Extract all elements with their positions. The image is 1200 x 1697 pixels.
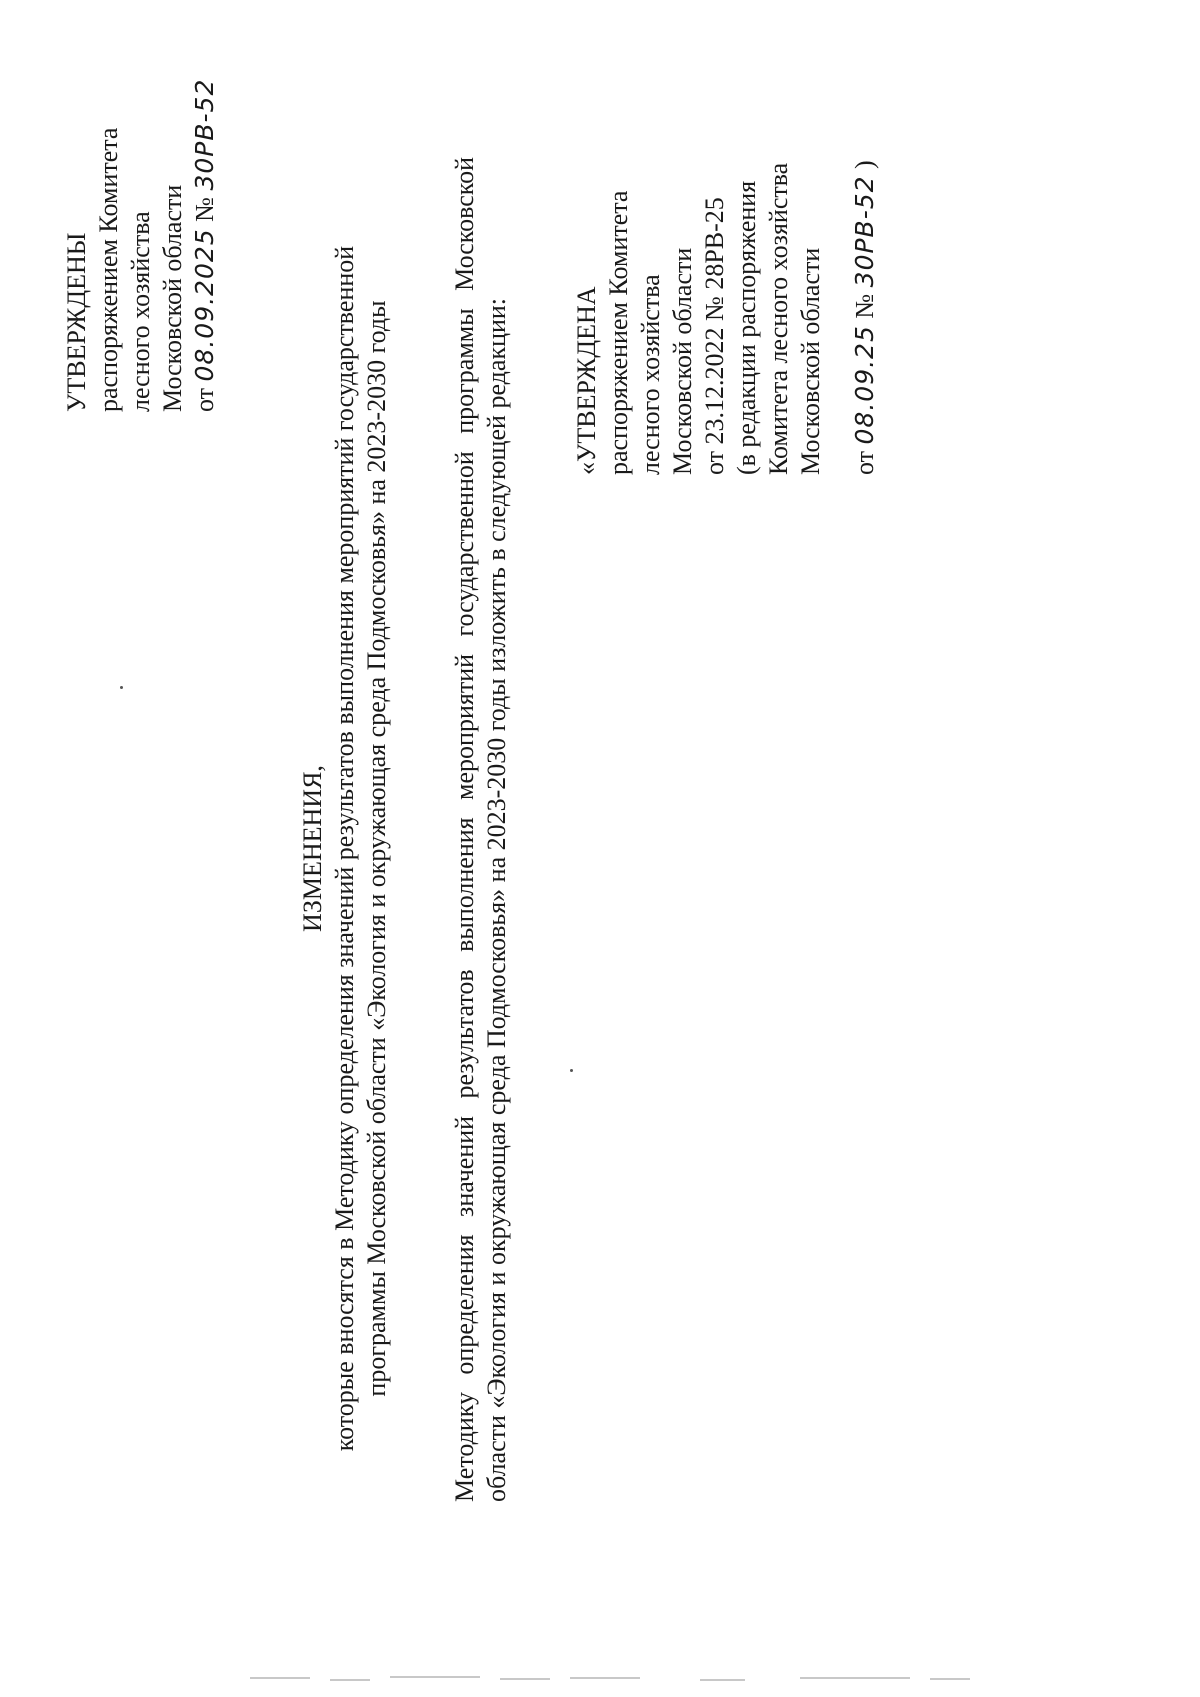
handwritten-number: 30РВ-52 <box>850 175 879 288</box>
scan-speck <box>120 686 123 689</box>
approval-line: лесного хозяйства <box>636 274 665 475</box>
approval-line: распоряжением Комитета <box>94 127 123 412</box>
scan-noise-strip <box>0 1657 1200 1697</box>
document-subtitle-line: программы Московской области «Экология и окружающая среда Подмосковья» на 2023-2030 годы <box>362 300 391 1397</box>
approval-date-line <box>850 160 880 475</box>
scan-speck <box>570 1069 573 1072</box>
approval-line: лесного хозяйства <box>126 211 155 412</box>
approval-line: Московской области <box>796 247 825 475</box>
date-prefix: от <box>190 387 219 412</box>
approval-line: распоряжением Комитета <box>604 190 633 475</box>
handwritten-date: 08.09.2025 <box>190 228 219 382</box>
approval-date-line <box>190 79 220 412</box>
approval-title: УТВЕРЖДЕНЫ <box>62 232 91 412</box>
number-label: № <box>190 197 219 222</box>
document-title: ИЗМЕНЕНИЯ, <box>298 765 327 932</box>
handwritten-number: 30РВ-52 <box>190 78 219 191</box>
date-prefix: от <box>850 450 879 475</box>
approval-line: Комитета лесного хозяйства <box>764 162 793 475</box>
body-paragraph-line: области «Экология и окружающая среда Подмосковья» на 2023-2030 годы изложить в следующей редакции: <box>482 297 511 1502</box>
approval-line: Московской области <box>668 247 697 475</box>
approval-line: от 23.12.2022 № 28РВ-25 <box>700 197 729 475</box>
closing-parenthesis: ) <box>850 160 879 169</box>
approval-title: «УТВЕРЖДЕНА <box>572 286 601 475</box>
document-subtitle-line: которые вносятся в Методику определения значений результатов выполнения мероприятий государственной <box>330 245 359 1452</box>
approval-line: (в редакции распоряжения <box>732 180 761 475</box>
approval-line: Московской области <box>158 184 187 412</box>
body-paragraph-line: Методику определения значений результатов выполнения мероприятий государственной программы Московской <box>450 157 479 1502</box>
handwritten-date: 08.09.25 <box>850 325 879 445</box>
number-label: № <box>850 293 879 319</box>
